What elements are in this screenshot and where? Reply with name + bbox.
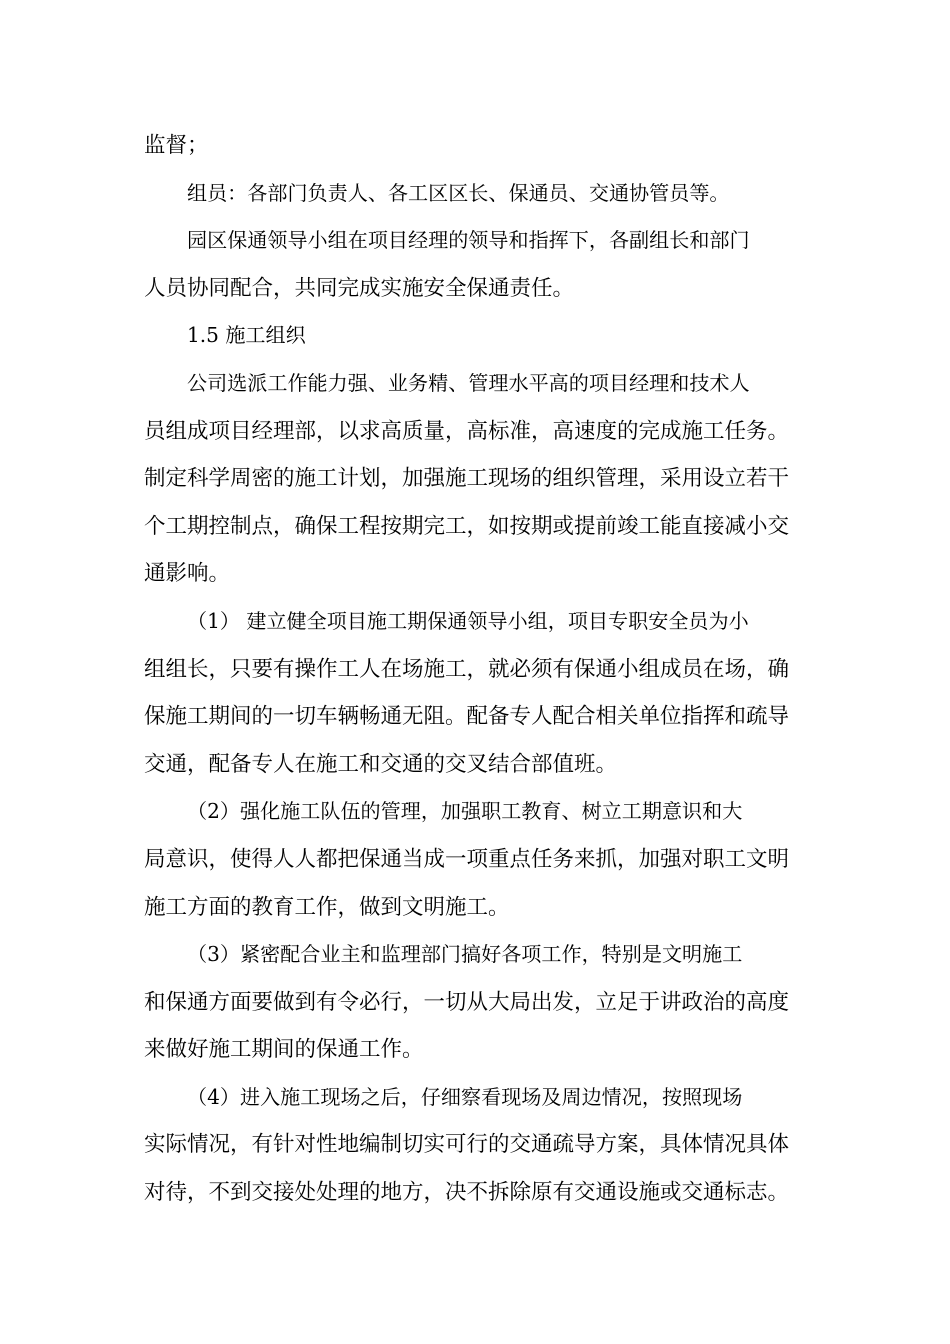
list-item-4 xyxy=(144,1074,808,1217)
paragraph-members xyxy=(144,170,808,218)
paragraph-leadership-group xyxy=(144,217,808,312)
text-line: 监督； xyxy=(144,133,209,158)
text-line: （2）强化施工队伍的管理，加强职工教育、树立工期意识和大 xyxy=(187,799,743,824)
text-line: 人员协同配合，共同完成实施安全保通责任。 xyxy=(144,275,575,301)
section-heading-text: 1.5 施工组织 xyxy=(187,323,306,348)
paragraph-supervision xyxy=(144,122,808,170)
list-item-1 xyxy=(144,598,808,788)
text-line: 员组成项目经理部，以求高质量，高标准，高速度的完成施工任务。 xyxy=(144,418,790,444)
text-line: 来做好施工期间的保通工作。 xyxy=(144,1037,424,1063)
text-line: 对待，不到交接处处理的地方，决不拆除原有交通设施或交通标志。 xyxy=(144,1180,790,1206)
text-line: （4）进入施工现场之后，仔细察看现场及周边情况，按照现场 xyxy=(187,1084,743,1109)
text-line: 和保通方面要做到有令必行，一切从大局出发，立足于讲政治的高度 xyxy=(144,989,790,1015)
list-item-3 xyxy=(144,931,808,1074)
text-line: 通影响。 xyxy=(144,561,231,587)
text-line: 局意识，使得人人都把保通当成一项重点任务来抓，加强对职工文明 xyxy=(144,846,790,872)
text-line: 组组长，只要有操作工人在场施工，就必须有保通小组成员在场，确 xyxy=(144,656,790,682)
text-line: 交通，配备专人在施工和交通的交叉结合部值班。 xyxy=(144,751,618,777)
text-line: 实际情况，有针对性地编制切实可行的交通疏导方案，具体情况具体 xyxy=(144,1132,790,1158)
text-line: 保施工期间的一切车辆畅通无阻。配备专人配合相关单位指挥和疏导 xyxy=(144,704,790,730)
text-line: 园区保通领导小组在项目经理的领导和指挥下，各副组长和部门 xyxy=(187,228,750,253)
text-line: 组员：各部门负责人、各工区区长、保通员、交通协管员等。 xyxy=(187,180,730,205)
section-heading-construction-organization xyxy=(144,312,808,360)
text-line: 公司选派工作能力强、业务精、管理水平高的项目经理和技术人 xyxy=(187,370,750,395)
text-line: 施工方面的教育工作，做到文明施工。 xyxy=(144,894,510,920)
paragraph-company-selection xyxy=(144,360,808,598)
text-line: 个工期控制点，确保工程按期完工，如按期或提前竣工能直接减小交 xyxy=(144,513,790,539)
list-item-2 xyxy=(144,788,808,931)
text-line: 制定科学周密的施工计划，加强施工现场的组织管理，采用设立若干 xyxy=(144,466,790,492)
text-line: （1） 建立健全项目施工期保通领导小组，项目专职安全员为小 xyxy=(187,608,749,633)
text-line: （3）紧密配合业主和监理部门搞好各项工作，特别是文明施工 xyxy=(187,942,743,967)
document-page xyxy=(144,122,808,1217)
